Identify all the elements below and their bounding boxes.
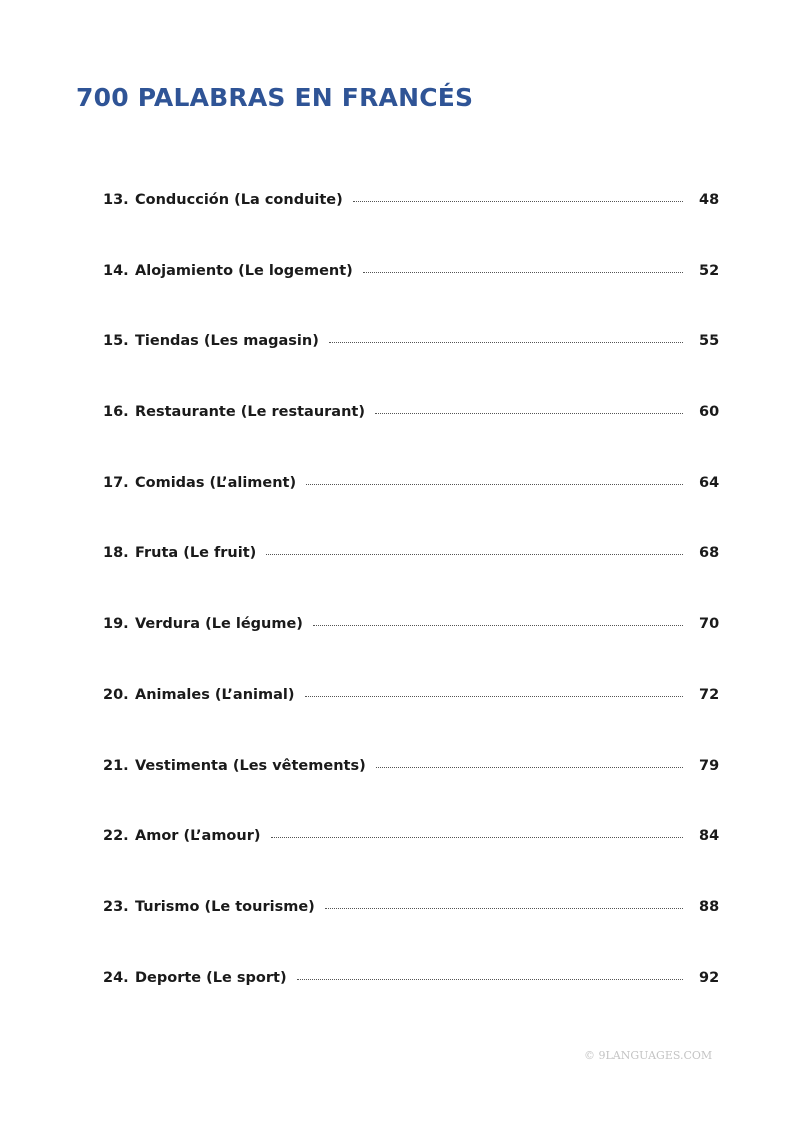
toc-entry-label: Turismo (Le tourisme) [135, 898, 315, 915]
toc-entry-label: Alojamiento (Le logement) [135, 262, 353, 279]
toc-entry-number: 15. [103, 333, 129, 350]
toc-entry-page: 92 [699, 969, 720, 986]
dot-leader [363, 272, 683, 273]
toc-entry-page: 84 [699, 828, 720, 845]
toc-entry[interactable] [103, 404, 719, 475]
toc-entry-label: Deporte (Le sport) [135, 969, 287, 986]
toc-entry-page: 64 [699, 474, 720, 491]
toc-entry-page: 55 [699, 333, 720, 350]
toc-entry-label: Comidas (L’aliment) [135, 474, 297, 491]
toc-entry[interactable] [103, 263, 719, 334]
toc-entry-label: Fruta (Le fruit) [135, 545, 257, 562]
toc-entry[interactable] [103, 192, 719, 263]
dot-leader [297, 979, 683, 980]
dot-leader [375, 413, 683, 414]
toc-entry-label: Amor (L’amour) [135, 828, 261, 845]
toc-entry-label: Conducción (La conduite) [135, 192, 343, 208]
toc-entry-number: 20. [103, 686, 129, 703]
toc-entry[interactable] [103, 333, 719, 404]
toc-entry-page: 88 [699, 898, 720, 915]
toc-entry-page: 79 [699, 757, 720, 774]
toc-entry-page: 48 [699, 192, 720, 208]
toc-entry[interactable] [103, 475, 719, 546]
toc-entry-page: 52 [699, 262, 720, 279]
toc-entry-number: 14. [103, 262, 129, 279]
dot-leader [325, 908, 683, 909]
dot-leader [305, 696, 684, 697]
toc-entry[interactable] [103, 899, 719, 970]
dot-leader [353, 201, 683, 202]
toc-entry-number: 13. [103, 192, 129, 208]
toc-entry-label: Restaurante (Le restaurant) [135, 404, 365, 421]
toc-entry[interactable] [103, 828, 719, 899]
toc-entry-number: 17. [103, 474, 129, 491]
toc-entry-label: Tiendas (Les magasin) [135, 333, 319, 350]
toc-entry[interactable] [103, 970, 719, 1041]
toc-entry-number: 24. [103, 969, 129, 986]
toc-entry-page: 68 [699, 545, 720, 562]
toc-entry[interactable] [103, 758, 719, 829]
toc-entry-label: Vestimenta (Les vêtements) [135, 757, 366, 774]
toc-entry[interactable] [103, 687, 719, 758]
toc-entry-number: 16. [103, 404, 129, 421]
dot-leader [376, 767, 683, 768]
toc-entry-number: 19. [103, 616, 129, 633]
dot-leader [329, 342, 683, 343]
table-of-contents [103, 192, 719, 1040]
toc-entry[interactable] [103, 616, 719, 687]
page-title: 700 PALABRAS EN FRANCÉS [76, 83, 474, 112]
toc-entry-page: 72 [699, 686, 720, 703]
dot-leader [306, 484, 683, 485]
dot-leader [266, 554, 683, 555]
toc-entry-number: 22. [103, 828, 129, 845]
toc-entry-number: 18. [103, 545, 129, 562]
toc-entry-label: Verdura (Le légume) [135, 616, 303, 633]
copyright-watermark: © 9LANGUAGES.COM [584, 1049, 713, 1062]
toc-entry-label: Animales (L’animal) [135, 686, 295, 703]
toc-entry-number: 21. [103, 757, 129, 774]
dot-leader [313, 625, 683, 626]
toc-entry-page: 70 [699, 616, 720, 633]
toc-entry[interactable] [103, 545, 719, 616]
toc-entry-page: 60 [699, 404, 720, 421]
dot-leader [271, 837, 684, 838]
toc-entry-number: 23. [103, 898, 129, 915]
